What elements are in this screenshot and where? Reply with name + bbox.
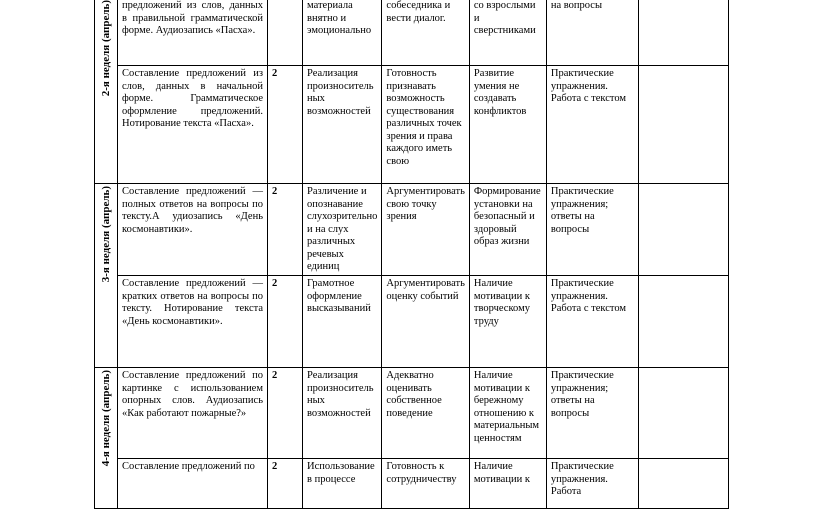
table-row <box>95 0 729 66</box>
topic-cell: Составление предложений из слов, данных в начальной форме. Грамматическое оформление предложений. Нотирование текста «Пасха». <box>118 66 268 184</box>
notes-cell <box>638 184 728 276</box>
speech-skill-cell: Реализация произноситель ных возможностей <box>303 368 382 459</box>
communicative-cell: Готовность к сотрудничеству <box>382 459 469 509</box>
table-row <box>95 459 729 509</box>
speech-skill-cell: Различение и опознавание слухозрительно и на слух различных речевых единиц <box>303 184 382 276</box>
communicative-cell: Аргументировать свою точку зрения <box>382 184 469 276</box>
table-row <box>95 184 729 276</box>
personal-cell: со взрослыми и сверстниками <box>469 0 546 66</box>
speech-skill-cell: материала внятно и эмоционально <box>303 0 382 66</box>
notes-cell <box>638 0 728 66</box>
week-label: 4-я неделя (апрель) <box>100 370 112 467</box>
topic-cell: Составление предложений — полных ответов на вопросы по тексту.А удиозапись «День космонавтики». <box>118 184 268 276</box>
notes-cell <box>638 368 728 459</box>
personal-cell: Наличие мотивации к творческому труду <box>469 276 546 368</box>
table-row <box>95 368 729 459</box>
personal-cell: Формирование установки на безопасный и здоровый образ жизни <box>469 184 546 276</box>
hours-cell: 2 <box>268 66 303 184</box>
notes-cell <box>638 276 728 368</box>
communicative-cell: Готовность признавать возможность существования различных точек зрения и права каждого иметь свою <box>382 66 469 184</box>
personal-cell: Наличие мотивации к бережному отношению к материальным ценностям <box>469 368 546 459</box>
week-label-cell <box>95 0 118 184</box>
hours-cell: 2 <box>268 184 303 276</box>
topic-cell: Составление предложений по <box>118 459 268 509</box>
notes-cell <box>638 66 728 184</box>
personal-cell: Наличие мотивации к <box>469 459 546 509</box>
activity-cell: Практические упражнения. Работа с текстом <box>546 66 638 184</box>
activity-cell: Практические упражнения; ответы на вопросы <box>546 368 638 459</box>
communicative-cell: Адекватно оценивать собственное поведение <box>382 368 469 459</box>
topic-cell: Составление предложений — кратких ответов на вопросы по тексту. Нотирование текста «День космонавтики». <box>118 276 268 368</box>
table-row <box>95 276 729 368</box>
week-label: 2-я неделя (апрель) <box>100 0 112 97</box>
speech-skill-cell: Использование в процессе <box>303 459 382 509</box>
communicative-cell: собеседника и вести диалог. <box>382 0 469 66</box>
activity-cell: Практические упражнения. Работа <box>546 459 638 509</box>
speech-skill-cell: Реализация произноситель ных возможностей <box>303 66 382 184</box>
notes-cell <box>638 459 728 509</box>
communicative-cell: Аргументировать оценку событий <box>382 276 469 368</box>
table-row <box>95 66 729 184</box>
activity-cell: Практические упражнения; ответы на вопросы <box>546 184 638 276</box>
activity-cell: Практические упражнения. Работа с текстом <box>546 276 638 368</box>
topic-cell: Составление предложений по картинке с использованием опорных слов. Аудиозапись «Как работают пожарные?» <box>118 368 268 459</box>
hours-cell: 2 <box>268 276 303 368</box>
hours-cell: 2 <box>268 459 303 509</box>
week-label-cell <box>95 184 118 368</box>
hours-cell <box>268 0 303 66</box>
week-label: 3-я неделя (апрель) <box>100 186 112 283</box>
week-label-cell <box>95 368 118 509</box>
speech-skill-cell: Грамотное оформление высказываний <box>303 276 382 368</box>
lesson-plan-table <box>94 0 729 509</box>
activity-cell: на вопросы <box>546 0 638 66</box>
personal-cell: Развитие умения не создавать конфликтов <box>469 66 546 184</box>
hours-cell: 2 <box>268 368 303 459</box>
topic-cell: предложений из слов, данных в правильной грамматической форме. Аудиозапись «Пасха». <box>118 0 268 66</box>
